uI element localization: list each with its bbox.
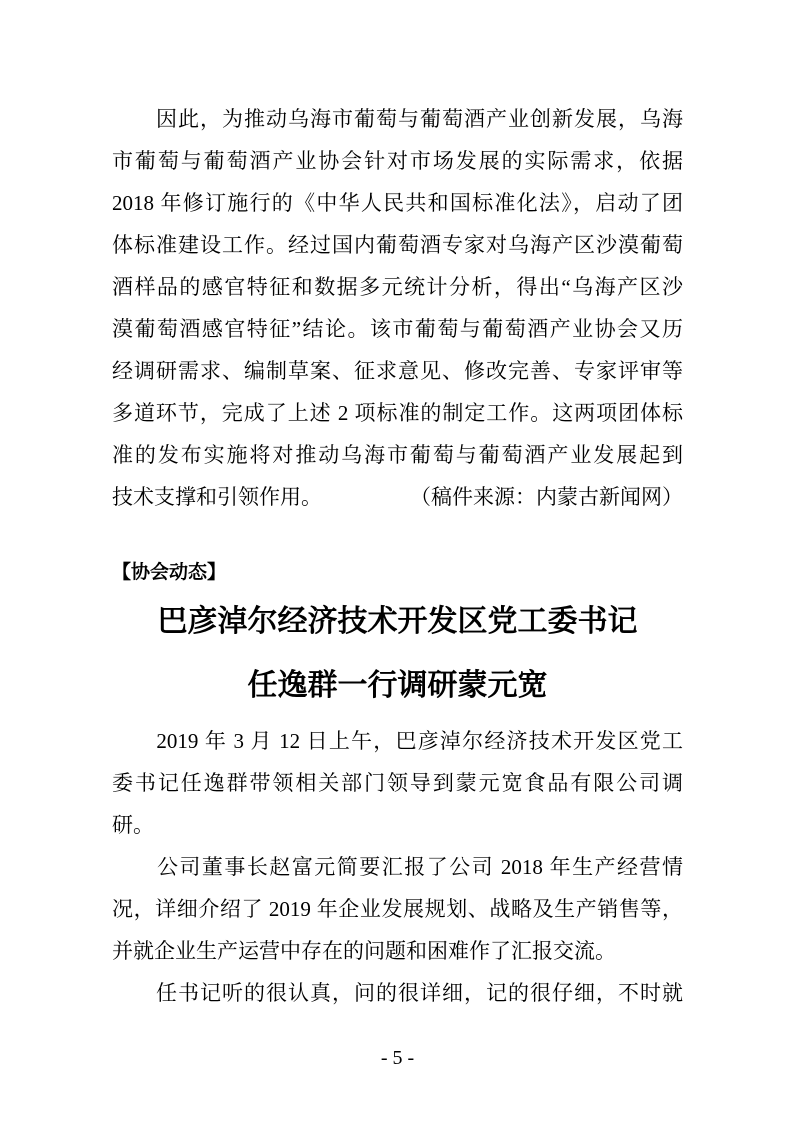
body-line: 市葡萄与葡萄酒产业协会针对市场发展的实际需求，依据 xyxy=(112,149,683,173)
source-line xyxy=(112,476,683,518)
body-line: 2018 年修订施行的《中华人民共和国标准化法》，启动了团 xyxy=(112,191,683,215)
body-line: 委书记任逸群带领相关部门领导到蒙元宽食品有限公司调 xyxy=(112,771,683,795)
body-line: 因此，为推动乌海市葡萄与葡萄酒产业创新发展，乌海 xyxy=(112,107,683,131)
page-number: - 5 - xyxy=(380,1047,415,1069)
body-line: 并就企业生产运营中存在的问题和困难作了汇报交流。 xyxy=(112,939,616,963)
body-line: 多道环节，完成了上述 2 项标准的制定工作。这两项团体标 xyxy=(112,401,683,425)
body-line: 酒样品的感官特征和数据多元统计分析，得出“乌海产区沙 xyxy=(112,275,683,299)
body-line: 任书记听的很认真，问的很详细，记的很仔细，不时就 xyxy=(112,981,683,1005)
body-line: 漠葡萄酒感官特征”结论。该市葡萄与葡萄酒产业协会又历 xyxy=(112,317,683,341)
body-line: 2019 年 3 月 12 日上午，巴彦淖尔经济技术开发区党工 xyxy=(112,729,683,753)
body-line: 公司董事长赵富元简要汇报了公司 2018 年生产经营情 xyxy=(112,855,683,879)
paragraph-visit xyxy=(112,720,683,846)
section-header-association-news: 【协会动态】 xyxy=(112,562,227,583)
body-line: 体标准建设工作。经过国内葡萄酒专家对乌海产区沙漠葡萄 xyxy=(112,233,683,257)
article-title-line-1: 巴彦淖尔经济技术开发区党工委书记 xyxy=(157,605,638,638)
closing-text: 技术支撑和引领作用。 xyxy=(112,485,322,509)
body-line: 经调研需求、编制草案、征求意见、修改完善、专家评审等 xyxy=(112,359,683,383)
body-line: 准的发布实施将对推动乌海市葡萄与葡萄酒产业发展起到 xyxy=(112,443,683,467)
paragraph-article1 xyxy=(112,98,683,518)
paragraph-secretary xyxy=(112,972,683,1014)
paragraph-report xyxy=(112,846,683,972)
body-line: 研。 xyxy=(112,813,154,837)
source-note: （稿件来源：内蒙古新闻网） xyxy=(410,485,683,509)
article-title-line-2: 任逸群一行调研蒙元宽 xyxy=(247,669,548,702)
body-line: 况，详细介绍了 2019 年企业发展规划、战略及生产销售等， xyxy=(112,897,683,921)
